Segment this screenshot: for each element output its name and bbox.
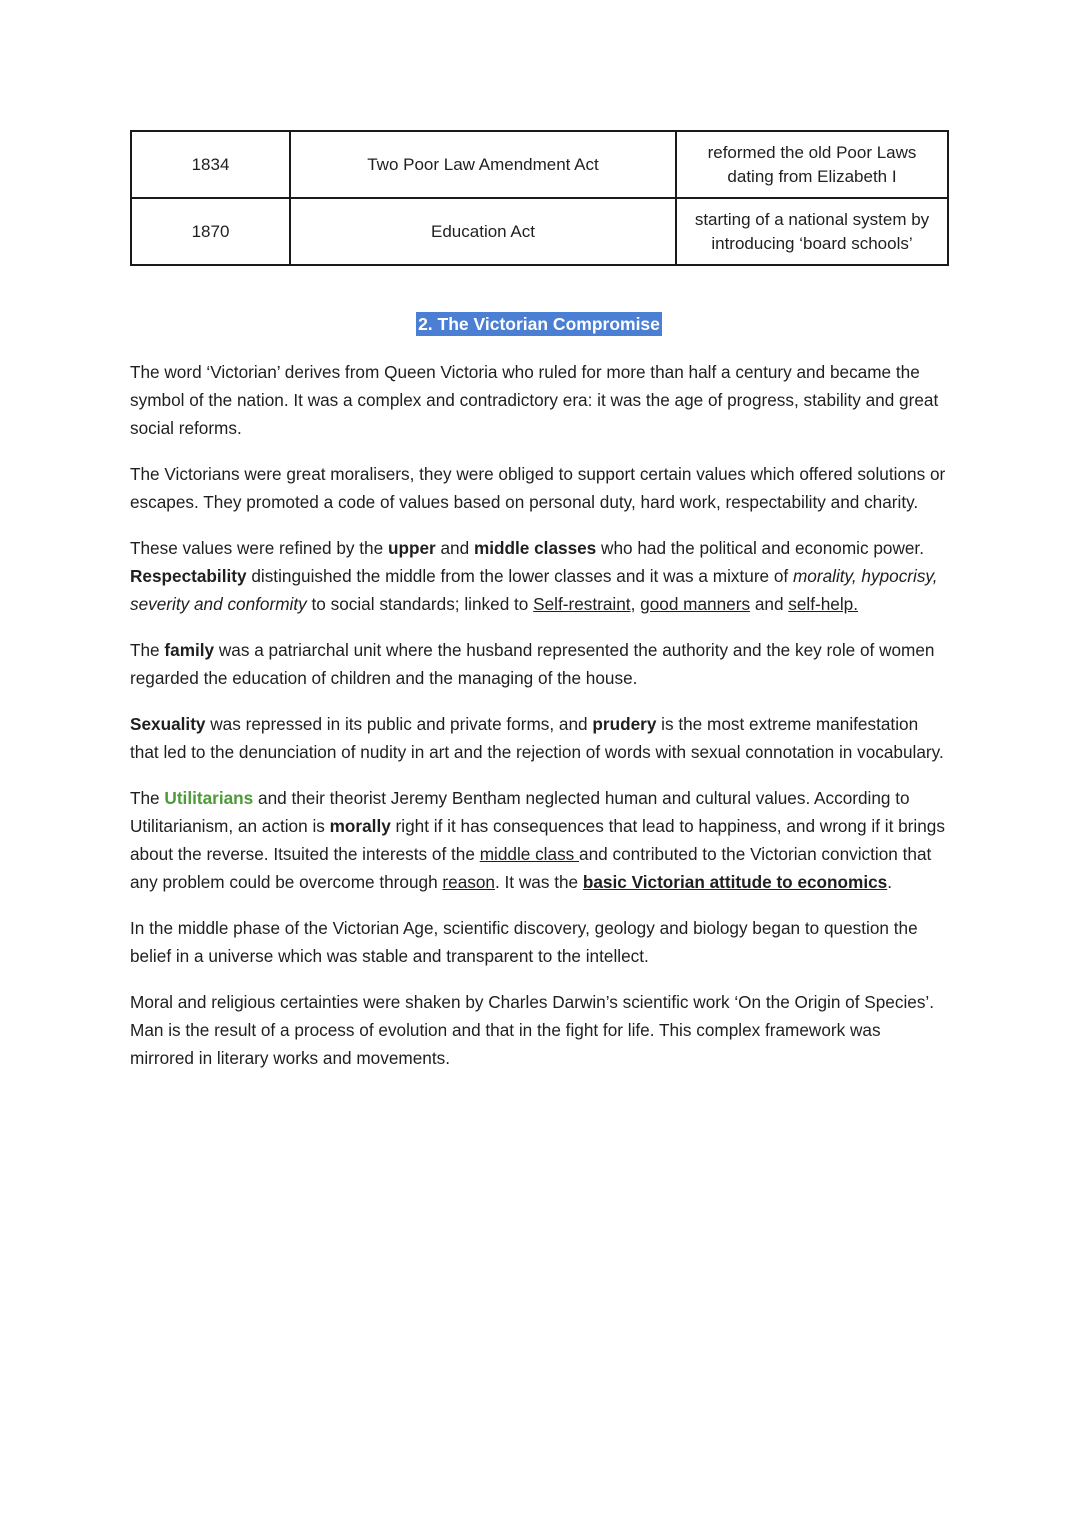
bold-morally: morally — [329, 816, 391, 836]
text-span: and contributed to the Victorian conviction that any problem could be overcome through — [130, 844, 932, 892]
text-span: and their theorist Jeremy Bentham neglected human and cultural values. According to Utilitarianism, an action is — [130, 788, 910, 836]
bold-family: family — [164, 640, 215, 660]
text-span: was a patriarchal unit where the husband represented the authority and the key role of women regarded the education of children and the managing of the house. — [130, 640, 935, 688]
bold-upper: upper — [387, 538, 436, 558]
document-page — [130, 130, 948, 1072]
text-span: who had the political and economic power. — [596, 538, 924, 558]
bold-middle-classes: middle classes — [473, 538, 597, 558]
paragraph-family — [130, 636, 948, 692]
text-span: to social standards; linked to — [306, 594, 534, 614]
bold-respectability: Respectability — [130, 566, 247, 586]
underlined-middle-class: middle class — [479, 844, 580, 864]
text-span: These values were refined by the — [130, 538, 388, 558]
bold-sexuality: Sexuality — [130, 714, 206, 734]
table-cell-year: 1834 — [131, 131, 290, 198]
text-span: is the most extreme manifestation that led to the denunciation of nudity in art and the rejection of words with sexual connotation in vocabulary. — [130, 714, 944, 762]
paragraph-sexuality — [130, 710, 948, 766]
paragraph-darwin: Moral and religious certainties were shaken by Charles Darwin’s scientific work ‘On the Origin of Species’. Man is the result of a process of evolution and that in the fight for life. This complex framework was mirrored in literary works and movements. — [130, 992, 935, 1068]
text-span: , — [630, 594, 641, 614]
bold-prudery: prudery — [592, 714, 657, 734]
text-span: . It was the — [494, 872, 583, 892]
underlined-reason: reason — [442, 872, 495, 892]
table-cell-act: Education Act — [290, 198, 676, 265]
green-utilitarians: Utilitarians — [164, 788, 254, 808]
underlined-good-manners: good manners — [640, 594, 751, 614]
text-span: . — [887, 872, 893, 892]
bold-underlined-basic-attitude: basic Victorian attitude to economics — [582, 872, 888, 892]
text-span: The — [130, 640, 165, 660]
underlined-self-restraint: Self-restraint — [533, 594, 631, 614]
section-heading-wrap — [130, 312, 948, 338]
paragraph-moralisers: The Victorians were great moralisers, they were obliged to support certain values which offered solutions or escapes. They promoted a code of values based on personal duty, hard work, respectability and charity. — [130, 464, 946, 512]
paragraph-scientific-discovery: In the middle phase of the Victorian Age, scientific discovery, geology and biology began to question the belief in a universe which was stable and transparent to the intellect. — [130, 918, 918, 966]
reforms-table — [130, 130, 949, 266]
text-span: was repressed in its public and private forms, and — [205, 714, 593, 734]
text-span: and — [750, 594, 789, 614]
section-heading: 2. The Victorian Compromise — [418, 314, 660, 334]
text-span: The — [130, 788, 165, 808]
table-row — [131, 198, 948, 265]
text-span: and — [435, 538, 474, 558]
paragraph-utilitarians — [130, 784, 948, 896]
table-cell-act: Two Poor Law Amendment Act — [290, 131, 676, 198]
paragraph-values — [130, 534, 948, 618]
table-cell-description: starting of a national system by introducing ‘board schools’ — [676, 198, 948, 265]
italic-morality: morality, hypocrisy, severity and conformity — [130, 566, 938, 614]
paragraph-victorian-origin: The word ‘Victorian’ derives from Queen Victoria who ruled for more than half a century and became the symbol of the nation. It was a complex and contradictory era: it was the age of progress, stability and great social reforms. — [130, 362, 939, 438]
underlined-self-help: self-help. — [788, 594, 859, 614]
text-span: right if it has consequences that lead to happiness, and wrong if it brings about the reverse. Itsuited the interests of the — [130, 816, 945, 864]
text-span: distinguished the middle from the lower classes and it was a mixture of — [246, 566, 793, 586]
table-cell-year: 1870 — [131, 198, 290, 265]
table-cell-description: reformed the old Poor Laws dating from Elizabeth I — [676, 131, 948, 198]
table-row — [131, 131, 948, 198]
